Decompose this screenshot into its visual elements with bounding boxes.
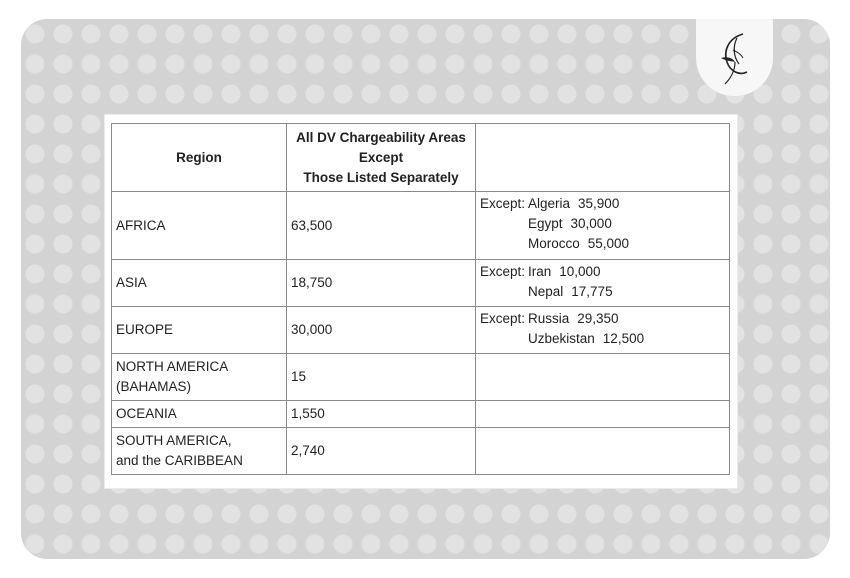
bird-crescent-logo-icon — [713, 28, 757, 88]
exception-value: 12,500 — [602, 331, 645, 346]
exception-prefix — [480, 282, 528, 302]
table-row — [112, 192, 730, 260]
exceptions-cell — [476, 354, 730, 401]
exceptions-cell — [476, 260, 730, 307]
exception-entry — [480, 282, 725, 302]
region-cell: OCEANIA — [112, 401, 287, 428]
exception-prefix — [480, 329, 528, 349]
logo-tab — [696, 19, 773, 96]
exception-prefix: Except: — [480, 311, 526, 326]
exception-country: Russia — [528, 311, 570, 326]
table-row — [112, 307, 730, 354]
exception-value: 30,000 — [570, 216, 612, 231]
exception-value: 35,900 — [578, 196, 620, 211]
exception-country: Uzbekistan — [528, 331, 595, 346]
exception-country: Iran — [528, 264, 552, 279]
exceptions-cell — [476, 192, 730, 260]
exception-country: Nepal — [528, 284, 564, 299]
allocation-value-cell: 2,740 — [287, 428, 476, 475]
table-row — [112, 401, 730, 428]
region-cell: AFRICA — [112, 192, 287, 260]
exceptions-cell — [476, 428, 730, 475]
exception-value: 29,350 — [577, 311, 619, 326]
exception-value: 17,775 — [571, 284, 613, 299]
exception-country: Egypt — [528, 216, 563, 231]
header-all-areas: All DV Chargeability Areas Except Those Listed Separately — [287, 124, 476, 192]
dv-chargeability-table — [111, 123, 730, 475]
exceptions-cell — [476, 307, 730, 354]
table-row — [112, 260, 730, 307]
allocation-value-cell: 63,500 — [287, 192, 476, 260]
region-cell: EUROPE — [112, 307, 287, 354]
allocation-value-cell: 18,750 — [287, 260, 476, 307]
region-cell: SOUTH AMERICA, and the CARIBBEAN — [112, 428, 287, 475]
allocation-value-cell: 30,000 — [287, 307, 476, 354]
allocation-value-cell: 1,550 — [287, 401, 476, 428]
exception-value: 55,000 — [587, 236, 630, 251]
header-exceptions — [476, 124, 730, 192]
exception-entry — [480, 234, 725, 254]
table-row — [112, 354, 730, 401]
header-region: Region — [112, 124, 287, 192]
exception-entry — [480, 309, 725, 329]
exception-prefix — [480, 214, 528, 234]
region-cell: ASIA — [112, 260, 287, 307]
exception-entry — [480, 214, 725, 234]
table-row — [112, 428, 730, 475]
exception-entry — [480, 194, 725, 214]
exception-prefix — [480, 234, 528, 254]
exceptions-cell — [476, 401, 730, 428]
exception-entry — [480, 262, 725, 282]
region-cell: NORTH AMERICA (BAHAMAS) — [112, 354, 287, 401]
exception-value: 10,000 — [559, 264, 601, 279]
exception-country: Morocco — [528, 236, 580, 251]
document-sheet — [104, 114, 738, 489]
exception-entry — [480, 329, 725, 349]
table-header-row — [112, 124, 730, 192]
exception-prefix: Except: — [480, 264, 526, 279]
exception-prefix: Except: — [480, 196, 526, 211]
allocation-value-cell: 15 — [287, 354, 476, 401]
exception-country: Algeria — [528, 196, 571, 211]
